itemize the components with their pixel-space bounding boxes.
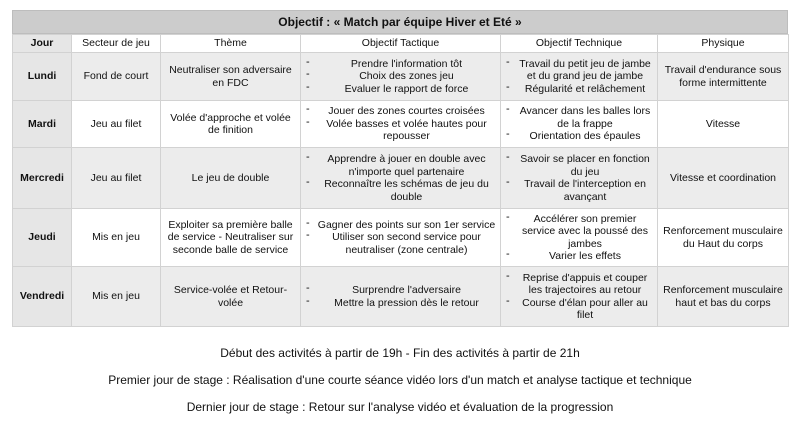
list-item: - Jouer des zones courtes croisées — [306, 103, 485, 118]
table-row — [13, 148, 789, 209]
list-item: - Volée basses et volée hautes pour repousser — [306, 115, 487, 143]
header-row — [13, 35, 789, 53]
header-theme: Thème — [161, 35, 301, 53]
list-item: - Evaluer le rapport de force — [306, 80, 469, 95]
theme-cell: Exploiter sa première balle de service - Neutraliser sur seconde balle de service — [161, 209, 301, 267]
tactique-cell — [301, 209, 501, 267]
header-physique: Physique — [658, 35, 789, 53]
list-item: - Accélérer son premier service avec la poussé des jambes — [506, 210, 649, 250]
technique-cell — [501, 209, 658, 267]
theme-cell: Service-volée et Retour-volée — [161, 267, 301, 327]
tactique-cell — [301, 53, 501, 101]
theme-cell: Neutraliser son adversaire en FDC — [161, 53, 301, 101]
header-tactique: Objectif Tactique — [301, 35, 501, 53]
list-item: - Course d'élan pour aller au filet — [506, 294, 648, 321]
table-row — [13, 101, 789, 148]
list-item: - Choix des zones jeu — [306, 68, 454, 83]
secteur-cell: Mis en jeu — [72, 267, 161, 327]
table-row — [13, 209, 789, 267]
tactique-cell — [301, 267, 501, 327]
physique-cell: Vitesse — [658, 101, 789, 148]
schedule-sheet — [12, 10, 788, 327]
day-cell: Lundi — [13, 53, 72, 101]
list-item: - Varier les effets — [506, 248, 621, 262]
list-item: - Orientation des épaules — [506, 128, 641, 143]
day-cell: Vendredi — [13, 267, 72, 327]
note-last-day: Dernier jour de stage : Retour sur l'analyse vidéo et évaluation de la progression — [186, 400, 614, 414]
list-item: - Gagner des points sur son 1er service — [306, 216, 496, 231]
day-cell: Mardi — [13, 101, 72, 148]
list-item: - Reconnaître les schémas de jeu du double — [306, 176, 489, 203]
theme-cell: Le jeu de double — [161, 148, 301, 209]
list-item: - Régularité et relâchement — [506, 80, 646, 95]
header-jour: Jour — [13, 35, 72, 53]
technique-cell — [501, 101, 658, 148]
list-item: - Prendre l'information tôt — [306, 55, 463, 70]
note-schedule-hours: Début des activités à partir de 19h - Fin des activités à partir de 21h — [220, 346, 580, 360]
secteur-cell: Fond de court — [72, 53, 161, 101]
secteur-cell: Jeu au filet — [72, 148, 161, 209]
list-item: - Savoir se placer en fonction du jeu — [506, 151, 650, 178]
physique-cell: Travail d'endurance sous forme intermittente — [658, 53, 789, 101]
header-secteur: Secteur de jeu — [72, 35, 161, 53]
list-item: - Avancer dans les balles lors de la frappe — [506, 103, 651, 130]
list-item: - Travail de l'interception en avançant — [506, 176, 646, 203]
list-item: - Apprendre à jouer en double avec n'importe quel partenaire — [306, 151, 486, 178]
table-row — [13, 53, 789, 101]
table-title: Objectif : « Match par équipe Hiver et Eté » — [12, 10, 788, 34]
note-first-day: Premier jour de stage : Réalisation d'une courte séance vidéo lors d'un match et analyse tactique et technique — [108, 373, 692, 387]
list-item: - Reprise d'appuis et couper les trajectoires au retour — [506, 269, 648, 296]
technique-cell — [501, 53, 658, 101]
table-row — [13, 267, 789, 327]
list-item: - Mettre la pression dès le retour — [306, 294, 479, 309]
physique-cell: Vitesse et coordination — [658, 148, 789, 209]
header-technique: Objectif Technique — [501, 35, 658, 53]
secteur-cell: Mis en jeu — [72, 209, 161, 267]
tactique-cell — [301, 101, 501, 148]
day-cell: Jeudi — [13, 209, 72, 267]
physique-cell: Renforcement musculaire du Haut du corps — [658, 209, 789, 267]
day-cell: Mercredi — [13, 148, 72, 209]
list-item: - Travail du petit jeu de jambe et du grand jeu de jambe — [506, 55, 651, 83]
technique-cell — [501, 148, 658, 209]
secteur-cell: Jeu au filet — [72, 101, 161, 148]
schedule-table — [12, 34, 789, 327]
theme-cell: Volée d'approche et volée de finition — [161, 101, 301, 148]
tactique-cell — [301, 148, 501, 209]
physique-cell: Renforcement musculaire haut et bas du corps — [658, 267, 789, 327]
list-item: - Utiliser son second service pour neutraliser (zone centrale) — [306, 229, 481, 256]
list-item: - Surprendre l'adversaire — [306, 282, 461, 296]
technique-cell — [501, 267, 658, 327]
